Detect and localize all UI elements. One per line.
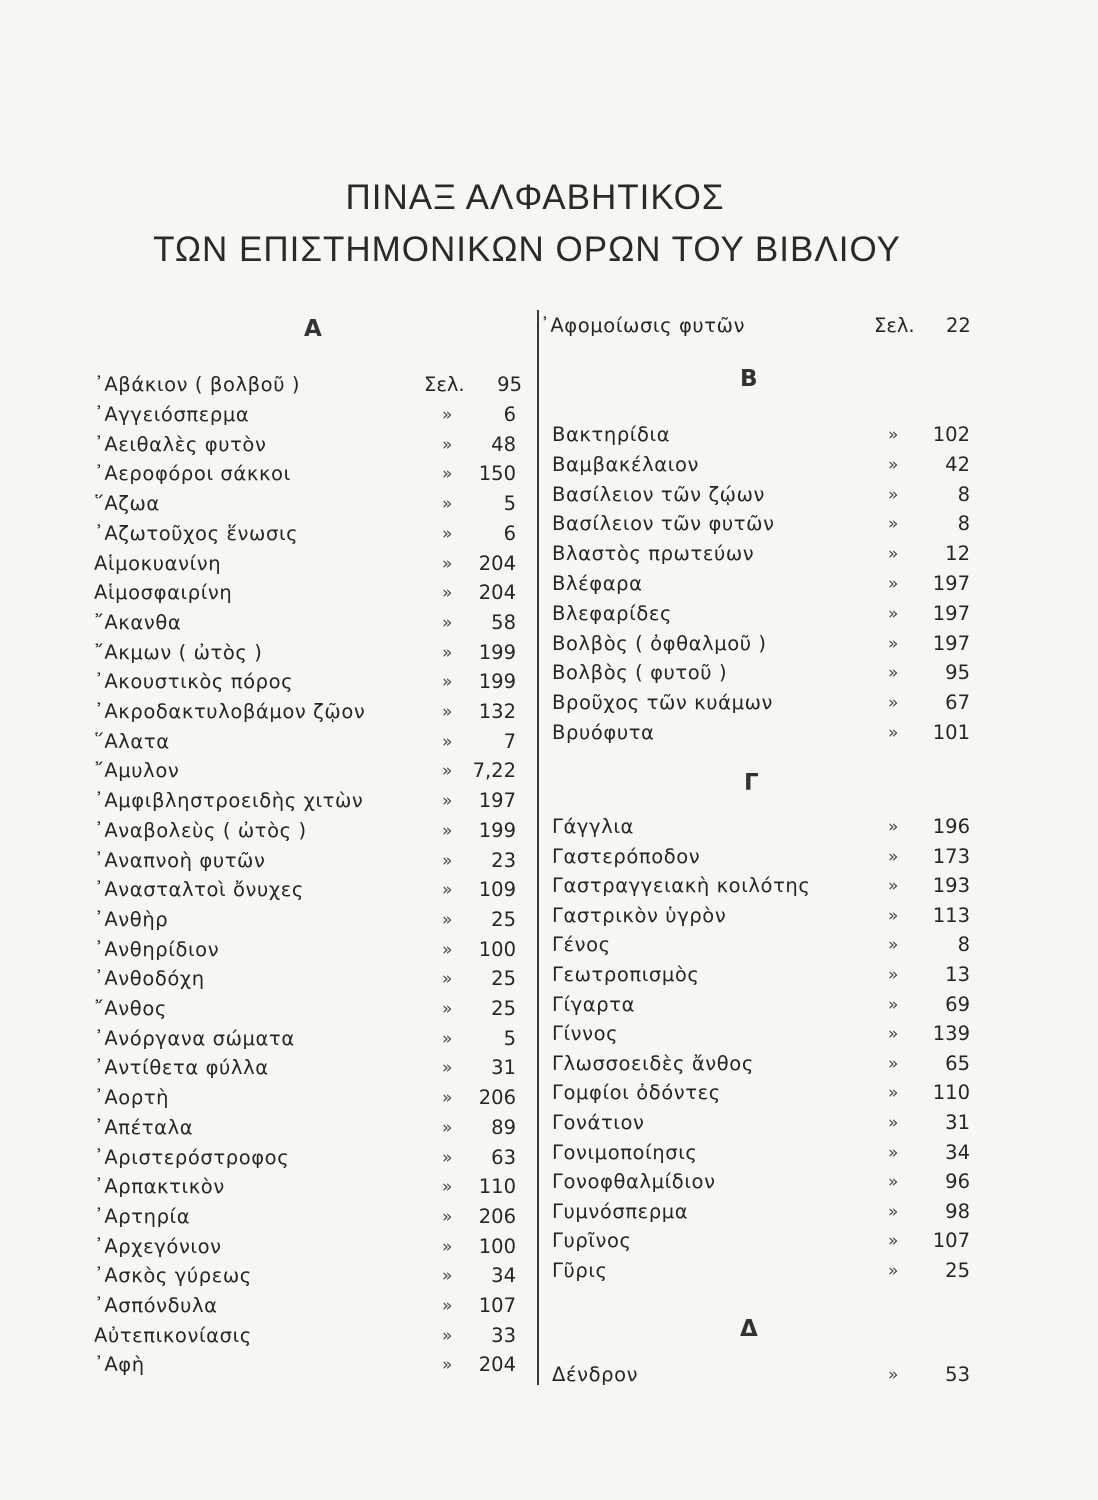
- entry-page: 34: [945, 1140, 970, 1164]
- entry-term: ᾿Αεροφόροι σάκκοι: [94, 462, 291, 486]
- index-entry: [548, 930, 978, 960]
- index-entry: [90, 846, 520, 876]
- ditto-mark: »: [888, 693, 899, 714]
- index-entry: [548, 420, 978, 450]
- index-entry: [90, 459, 520, 489]
- ditto-mark: »: [888, 994, 899, 1015]
- entry-page: 5: [503, 492, 516, 516]
- ditto-mark: »: [888, 846, 899, 867]
- entry-term: ᾿Αρτηρία: [94, 1204, 191, 1228]
- entry-term: ᾿Ακροδακτυλοβάμον ζῷον: [94, 700, 366, 723]
- ditto-mark: »: [888, 876, 899, 897]
- entry-page: 7,22: [472, 759, 516, 783]
- entry-term: Γυρῖνος: [552, 1229, 632, 1253]
- index-entry: [90, 519, 520, 549]
- entry-page: 95: [945, 661, 970, 685]
- entry-term: Γαστραγγειακὴ κοιλότης: [552, 874, 811, 898]
- section-heading: Β: [740, 366, 758, 392]
- entry-term: Βασίλειον τῶν ζῴων: [552, 482, 766, 506]
- index-entry: [90, 1143, 520, 1173]
- entry-page: 13: [945, 963, 970, 986]
- entry-page: 193: [932, 874, 970, 898]
- index-entry: [90, 1113, 520, 1143]
- ditto-mark: »: [442, 434, 453, 455]
- index-entry: [548, 1197, 978, 1227]
- entry-page: 100: [478, 937, 516, 961]
- entry-term: ᾿Αρπακτικὸν: [94, 1175, 225, 1199]
- ditto-mark: »: [888, 1231, 899, 1252]
- entry-term: Γῦρις: [552, 1259, 608, 1282]
- entry-term: ᾿Ανθηρίδιον: [94, 937, 220, 961]
- entry-term: Γομφίοι ὀδόντες: [552, 1081, 721, 1105]
- ditto-mark: »: [442, 583, 453, 604]
- index-entry: [90, 638, 520, 668]
- index-entry: [90, 1172, 520, 1202]
- entry-term: Γίννος: [552, 1022, 619, 1046]
- index-entry: [540, 310, 978, 342]
- entry-term: Γονάτιον: [552, 1111, 645, 1134]
- entry-term: ῎Ακανθα: [94, 610, 182, 634]
- entry-page: 63: [491, 1145, 516, 1169]
- ditto-mark: »: [888, 935, 899, 956]
- entry-term: Γλωσσοειδὲς ἄνθος: [552, 1051, 754, 1075]
- entry-term: ᾿Αφομοίωσις φυτῶν: [540, 314, 746, 337]
- entry-page: 69: [945, 992, 970, 1016]
- entry-term: ᾿Ανασταλτοὶ ὄνυχες: [94, 878, 304, 902]
- ditto-mark: »: [888, 1083, 899, 1104]
- ditto-mark: »: [442, 553, 453, 574]
- entry-term: ᾿Ασπόνδυλα: [94, 1294, 218, 1317]
- entry-page: 25: [491, 907, 516, 931]
- index-entry: [90, 1232, 520, 1262]
- ditto-mark: »: [442, 1117, 453, 1138]
- ditto-mark: »: [888, 514, 899, 535]
- index-entry: [548, 509, 978, 539]
- entry-page: 34: [491, 1264, 516, 1288]
- ditto-mark: »: [888, 1024, 899, 1045]
- entry-page: 110: [932, 1081, 970, 1105]
- index-entry: [548, 1108, 978, 1138]
- entry-page: 95: [497, 373, 522, 396]
- entry-page: 197: [932, 631, 970, 655]
- index-entry: [548, 718, 978, 748]
- entry-page: 22: [946, 314, 971, 337]
- entry-page: 53: [945, 1363, 970, 1386]
- ditto-mark: »: [442, 1296, 453, 1316]
- entry-term: ᾿Αορτὴ: [94, 1086, 170, 1110]
- entry-term: Αὐτεπικονίασις: [94, 1323, 252, 1347]
- ditto-mark: »: [442, 999, 453, 1019]
- entry-page: 206: [478, 1204, 516, 1228]
- entry-term: Γονοφθαλμίδιον: [552, 1170, 716, 1194]
- page-label: Σελ.: [424, 373, 465, 396]
- entry-term: ᾿Απέταλα: [94, 1115, 194, 1139]
- ditto-mark: »: [442, 909, 453, 930]
- ditto-mark: »: [442, 672, 453, 693]
- entry-page: 25: [945, 1259, 970, 1282]
- column-divider: [537, 310, 539, 1385]
- index-entry: [548, 990, 978, 1020]
- ditto-mark: »: [442, 880, 453, 901]
- entry-page: 173: [932, 844, 970, 868]
- section-heading-alpha: Α: [304, 316, 322, 342]
- entry-page: 197: [478, 789, 516, 813]
- index-entry: [90, 816, 520, 846]
- entry-term: Δένδρον: [552, 1363, 639, 1386]
- index-entry: [548, 450, 978, 480]
- entry-term: Αἱμοσφαιρίνη: [94, 581, 233, 605]
- ditto-mark: »: [442, 494, 453, 515]
- entry-page: 25: [491, 997, 516, 1020]
- index-entry: [90, 1291, 520, 1321]
- entry-term: ᾿Αγγειόσπερμα: [94, 403, 250, 426]
- entry-term: ᾿Αειθαλὲς φυτὸν: [94, 432, 267, 456]
- index-entry: [90, 1350, 520, 1380]
- ditto-mark: »: [888, 544, 899, 565]
- entry-term: ῎Αμυλον: [94, 759, 180, 783]
- index-entry: [90, 756, 520, 786]
- entry-page: 5: [503, 1026, 516, 1050]
- entry-term: ᾿Αζωτοῦχος ἕνωσις: [94, 521, 299, 545]
- entry-term: Βαμβακέλαιον: [552, 452, 699, 476]
- entry-term: Γίγαρτα: [552, 992, 636, 1016]
- entry-page: 12: [945, 542, 970, 566]
- ditto-mark: »: [442, 702, 453, 722]
- ditto-mark: »: [888, 1142, 899, 1163]
- entry-page: 204: [478, 1353, 516, 1377]
- entry-term: Βολβὸς ( φυτοῦ ): [552, 661, 728, 685]
- entry-term: Βλαστὸς πρωτεύων: [552, 542, 755, 566]
- ditto-mark: »: [442, 523, 453, 544]
- entry-page: 107: [932, 1229, 970, 1253]
- entry-page: 8: [957, 512, 970, 536]
- ditto-mark: »: [888, 1053, 899, 1074]
- entry-term: Γυμνόσπερμα: [552, 1199, 689, 1223]
- index-entry: [548, 1078, 978, 1108]
- ditto-mark: »: [442, 939, 453, 960]
- entry-term: ᾿Αφὴ: [94, 1353, 145, 1377]
- entry-page: 102: [932, 423, 970, 446]
- entry-term: Γονιμοποίησις: [552, 1140, 698, 1164]
- entry-term: ᾿Αριστερόστροφος: [94, 1145, 290, 1169]
- index-entry: [548, 629, 978, 659]
- entry-page: 204: [478, 581, 516, 605]
- index-entry: [548, 658, 978, 688]
- entry-page: 8: [957, 933, 970, 957]
- entry-term: ᾿Ασκὸς γύρεως: [94, 1264, 252, 1288]
- ditto-mark: »: [442, 612, 453, 633]
- section-heading: Δ: [740, 1316, 758, 1342]
- index-entry: [548, 1049, 978, 1079]
- index-entry: [548, 1167, 978, 1197]
- entry-term: Γεωτροπισμὸς: [552, 963, 700, 986]
- ditto-mark: »: [442, 1355, 453, 1376]
- entry-page: 196: [932, 815, 970, 838]
- entry-page: 107: [478, 1294, 516, 1317]
- ditto-mark: »: [442, 820, 453, 841]
- ditto-mark: »: [888, 633, 899, 654]
- ditto-mark: »: [888, 1172, 899, 1193]
- entry-page: 199: [478, 670, 516, 694]
- entry-term: Βολβὸς ( ὀφθαλμοῦ ): [552, 631, 767, 655]
- ditto-mark: »: [442, 642, 453, 663]
- ditto-mark: »: [888, 1261, 899, 1281]
- index-entry: [548, 1360, 978, 1390]
- entry-term: ᾿Αναβολεὺς ( ὠτὸς ): [94, 818, 307, 842]
- index-entry: [90, 1202, 520, 1232]
- entry-term: Βλέφαρα: [552, 572, 643, 595]
- entry-term: Βασίλειον τῶν φυτῶν: [552, 512, 775, 536]
- index-entry: [548, 480, 978, 510]
- entry-term: ᾿Αρχεγόνιον: [94, 1234, 222, 1258]
- entry-page: 110: [478, 1175, 516, 1199]
- entry-page: 100: [478, 1234, 516, 1258]
- entry-page: 197: [932, 601, 970, 625]
- entry-page: 150: [478, 462, 516, 486]
- ditto-mark: »: [442, 1088, 453, 1109]
- index-entry: [548, 960, 978, 990]
- index-entry: [90, 1053, 520, 1083]
- index-entry: [548, 539, 978, 569]
- index-entry: [548, 1226, 978, 1256]
- ditto-mark: »: [442, 1236, 453, 1257]
- ditto-mark: »: [442, 464, 453, 485]
- ditto-mark: »: [888, 723, 899, 743]
- entry-page: 132: [478, 700, 516, 723]
- ditto-mark: »: [442, 1028, 453, 1049]
- index-entry: [548, 1256, 978, 1286]
- index-entry: [548, 599, 978, 629]
- ditto-mark: »: [888, 603, 899, 624]
- ditto-mark: »: [442, 969, 453, 990]
- ditto-mark: »: [888, 484, 899, 505]
- entry-page: 31: [491, 1056, 516, 1080]
- ditto-mark: »: [442, 1206, 453, 1227]
- index-entry: [90, 697, 520, 727]
- index-entry: [90, 727, 520, 757]
- index-entry: [90, 935, 520, 965]
- entry-term: ᾿Ανόργανα σώματα: [94, 1026, 295, 1050]
- entry-page: 42: [945, 452, 970, 476]
- entry-term: ᾿Αντίθετα φύλλα: [94, 1056, 269, 1080]
- entry-page: 31: [945, 1111, 970, 1134]
- entry-page: 113: [932, 903, 970, 927]
- entry-page: 6: [503, 403, 516, 426]
- entry-term: ᾿Αμφιβληστροειδὴς χιτὼν: [94, 789, 364, 813]
- section-heading: Γ: [744, 770, 759, 796]
- index-entry: [548, 871, 978, 901]
- entry-term: Βλεφαρίδες: [552, 601, 673, 625]
- ditto-mark: »: [888, 905, 899, 926]
- entry-term: Βροῦχος τῶν κυάμων: [552, 691, 774, 715]
- index-entry: [90, 608, 520, 638]
- entry-page: 65: [945, 1051, 970, 1075]
- ditto-mark: »: [888, 1365, 899, 1385]
- index-entry: [90, 400, 520, 430]
- entry-term: ᾿Αβάκιον ( βολβοῦ ): [94, 373, 301, 396]
- entry-term: Γαστερόποδον: [552, 844, 701, 868]
- ditto-mark: »: [888, 574, 899, 594]
- index-entry: [90, 489, 520, 519]
- ditto-mark: »: [888, 1201, 899, 1222]
- entry-page: 8: [957, 482, 970, 506]
- entry-page: 23: [491, 848, 516, 872]
- entry-page: 48: [491, 432, 516, 456]
- index-entry: [90, 578, 520, 608]
- index-entry: [90, 370, 520, 400]
- index-entry: [548, 569, 978, 599]
- ditto-mark: »: [442, 791, 453, 812]
- entry-term: ᾿Ανθὴρ: [94, 907, 169, 931]
- index-entry: [90, 994, 520, 1024]
- ditto-mark: »: [442, 850, 453, 871]
- entry-term: ᾿Ανθοδόχη: [94, 967, 205, 991]
- entry-page: 7: [503, 729, 516, 753]
- entry-page: 89: [491, 1115, 516, 1139]
- ditto-mark: »: [442, 1325, 453, 1346]
- ditto-mark: »: [888, 663, 899, 684]
- ditto-mark: »: [442, 1058, 453, 1079]
- entry-page: 139: [932, 1022, 970, 1046]
- entry-term: ῎Ανθος: [94, 997, 167, 1020]
- index-entry: [90, 1261, 520, 1291]
- entry-page: 33: [491, 1323, 516, 1347]
- index-entry: [90, 1024, 520, 1054]
- entry-page: 199: [478, 818, 516, 842]
- entry-page: 199: [478, 640, 516, 664]
- entry-page: 58: [491, 610, 516, 634]
- index-entry: [90, 905, 520, 935]
- ditto-mark: »: [442, 405, 453, 425]
- index-entry: [90, 667, 520, 697]
- entry-page: 101: [932, 721, 970, 744]
- index-entry: [90, 875, 520, 905]
- entry-term: Βρυόφυτα: [552, 721, 655, 744]
- entry-term: ῞Αζωα: [94, 492, 160, 516]
- index-entry: [548, 688, 978, 718]
- index-entry: [90, 549, 520, 579]
- index-entry: [90, 964, 520, 994]
- entry-term: Γάγγλια: [552, 815, 634, 838]
- index-entry: [90, 1083, 520, 1113]
- entry-page: 98: [945, 1199, 970, 1223]
- entry-page: 96: [945, 1170, 970, 1194]
- entry-page: 109: [478, 878, 516, 902]
- ditto-mark: »: [442, 1147, 453, 1168]
- entry-term: Γαστρικὸν ὑγρὸν: [552, 903, 727, 927]
- ditto-mark: »: [888, 817, 899, 837]
- entry-page: 204: [478, 551, 516, 575]
- ditto-mark: »: [888, 454, 899, 475]
- entry-page: 67: [945, 691, 970, 715]
- page-label: Σελ.: [874, 314, 915, 337]
- entry-term: Γένος: [552, 933, 611, 957]
- entry-term: ᾿Ακουστικὸς πόρος: [94, 670, 294, 694]
- entry-term: ᾿Αναπνοὴ φυτῶν: [94, 848, 266, 872]
- entry-term: Αἱμοκυανίνη: [94, 551, 222, 575]
- entry-term: Βακτηρίδια: [552, 423, 671, 446]
- entry-page: 197: [932, 572, 970, 595]
- ditto-mark: »: [888, 965, 899, 985]
- index-entry: [90, 430, 520, 460]
- ditto-mark: »: [888, 1113, 899, 1133]
- entry-page: 25: [491, 967, 516, 991]
- index-subtitle: ΤΩΝ ΕΠΙΣΤΗΜΟΝΙΚΩΝ ΟΡΩΝ ΤΟΥ ΒΙΒΛΙΟΥ: [153, 230, 901, 269]
- ditto-mark: »: [442, 731, 453, 752]
- index-entry: [90, 786, 520, 816]
- index-entry: [90, 1321, 520, 1351]
- entry-page: 6: [503, 521, 516, 545]
- ditto-mark: »: [442, 1177, 453, 1198]
- index-entry: [548, 1019, 978, 1049]
- entry-term: ῎Ακμων ( ὠτὸς ): [94, 640, 263, 664]
- ditto-mark: »: [888, 425, 899, 445]
- index-entry: [548, 812, 978, 842]
- index-title: ΠΙΝΑΞ ΑΛΦΑΒΗΤΙΚΟΣ: [345, 178, 725, 217]
- index-entry: [548, 1138, 978, 1168]
- index-entry: [548, 901, 978, 931]
- entry-term: ῞Αλατα: [94, 729, 170, 753]
- ditto-mark: »: [442, 1266, 453, 1287]
- entry-page: 206: [478, 1086, 516, 1110]
- index-entry: [548, 842, 978, 872]
- ditto-mark: »: [442, 761, 453, 782]
